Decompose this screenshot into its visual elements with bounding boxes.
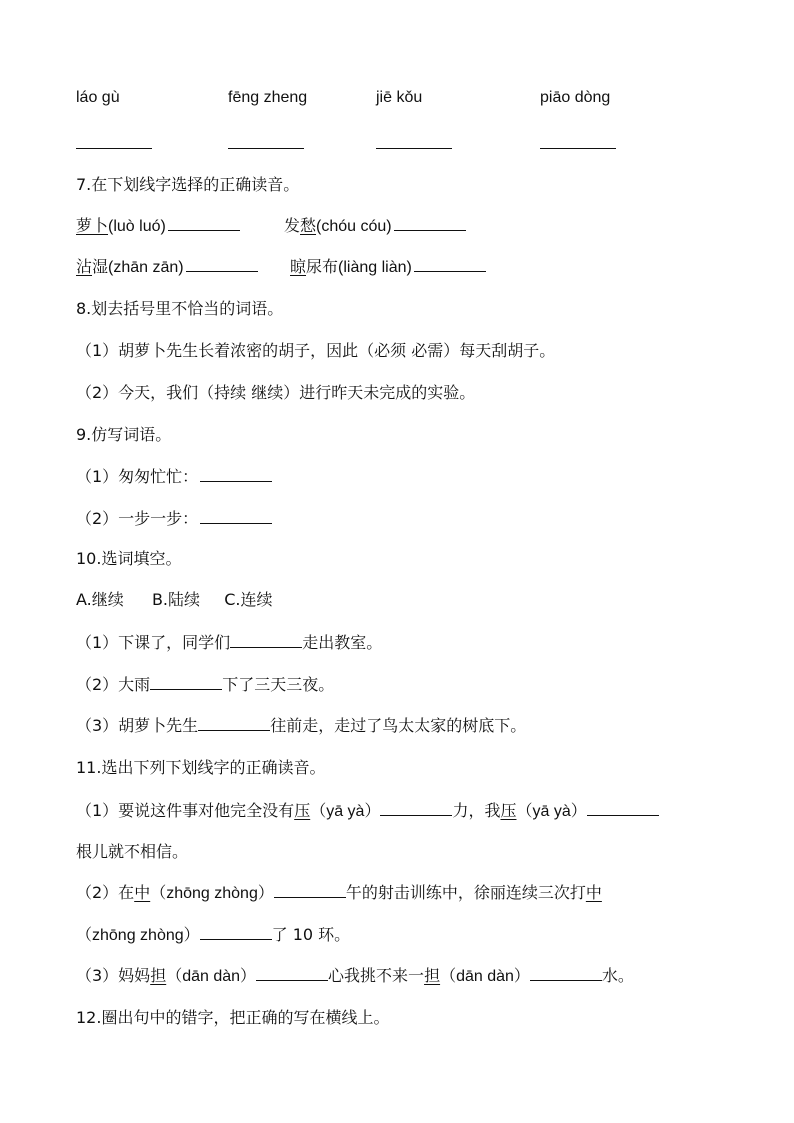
q11-blank-2[interactable] bbox=[587, 799, 659, 816]
q11-line-1: （1）要说这件事对他完全没有压（yā yà） 力，我压（yā yà） bbox=[76, 799, 659, 824]
q10-sentence-1: （1）下课了，同学们 走出教室。 bbox=[76, 633, 383, 652]
q7-blank-1[interactable] bbox=[168, 214, 240, 231]
q11-line-3: （2）在中（zhōng zhòng） 午的射击训练中，徐丽连续三次打中 bbox=[76, 883, 602, 902]
pinyin-4: piāo dòng bbox=[540, 89, 611, 106]
q7-blank-3[interactable] bbox=[186, 255, 258, 272]
q11-blank-4[interactable] bbox=[200, 923, 272, 940]
q9-title: 9.仿写词语。 bbox=[76, 425, 172, 444]
q9-item-2: （2）一步一步： bbox=[76, 507, 274, 531]
q7-item-2: 发愁(chóu cóu) bbox=[284, 214, 468, 239]
answer-line-4[interactable] bbox=[540, 148, 616, 149]
answer-line-3[interactable] bbox=[376, 148, 452, 149]
q9-blank-1[interactable] bbox=[200, 465, 272, 482]
q8-title: 8.划去括号里不恰当的词语。 bbox=[76, 299, 284, 318]
q10-options bbox=[76, 588, 272, 612]
q10-blank-1[interactable] bbox=[230, 631, 302, 648]
q11-line-5: （3）妈妈担（dān dàn） 心我挑不来一担（dān dàn） 水。 bbox=[76, 966, 634, 985]
q7-item-4: 晾尿布(liàng liàn) bbox=[290, 255, 488, 280]
pinyin-1: láo gù bbox=[76, 89, 120, 106]
q10-blank-2[interactable] bbox=[150, 673, 222, 690]
q10-title: 10.选词填空。 bbox=[76, 549, 182, 568]
q11-blank-3[interactable] bbox=[274, 881, 346, 898]
q10-sentence-2: （2）大雨 下了三天三夜。 bbox=[76, 675, 335, 694]
q10-option-b: B.陆续 bbox=[151, 590, 201, 609]
q8-sentence-2: （2）今天，我们（持续 继续）进行昨天未完成的实验。 bbox=[76, 383, 476, 402]
answer-line-1[interactable] bbox=[76, 148, 152, 149]
q7-item-3: 沾湿(zhān zān) bbox=[76, 255, 260, 280]
q10-option-c: C.连续 bbox=[224, 590, 273, 609]
q12-title: 12.圈出句中的错字，把正确的写在横线上。 bbox=[76, 1008, 390, 1027]
q11-blank-6[interactable] bbox=[530, 964, 602, 981]
q10-sentence-3: （3）胡萝卜先生 往前走，走过了鸟太太家的树底下。 bbox=[76, 716, 527, 735]
q10-blank-3[interactable] bbox=[198, 714, 270, 731]
q11-line-4: （zhōng zhòng） 了 10 环。 bbox=[76, 925, 351, 944]
q7-blank-4[interactable] bbox=[414, 255, 486, 272]
q11-blank-1[interactable] bbox=[380, 799, 452, 816]
q7-item-1: 萝卜(luò luó) bbox=[76, 214, 242, 239]
q9-item-1: （1）匆匆忙忙： bbox=[76, 465, 274, 489]
pinyin-3: jiē kǒu bbox=[376, 89, 423, 106]
q7-title: 7.在下划线字选择的正确读音。 bbox=[76, 175, 300, 194]
q11-blank-5[interactable] bbox=[256, 964, 328, 981]
q10-option-a: A.继续 bbox=[76, 590, 124, 609]
q11-line-2: 根儿就不相信。 bbox=[76, 842, 189, 861]
pinyin-2: fēng zheng bbox=[228, 89, 308, 106]
q7-blank-2[interactable] bbox=[394, 214, 466, 231]
q8-sentence-1: （1）胡萝卜先生长着浓密的胡子，因此（必须 必需）每天刮胡子。 bbox=[76, 341, 556, 360]
q11-title: 11.选出下列下划线字的正确读音。 bbox=[76, 758, 326, 777]
answer-line-2[interactable] bbox=[228, 148, 304, 149]
q9-blank-2[interactable] bbox=[200, 507, 272, 524]
